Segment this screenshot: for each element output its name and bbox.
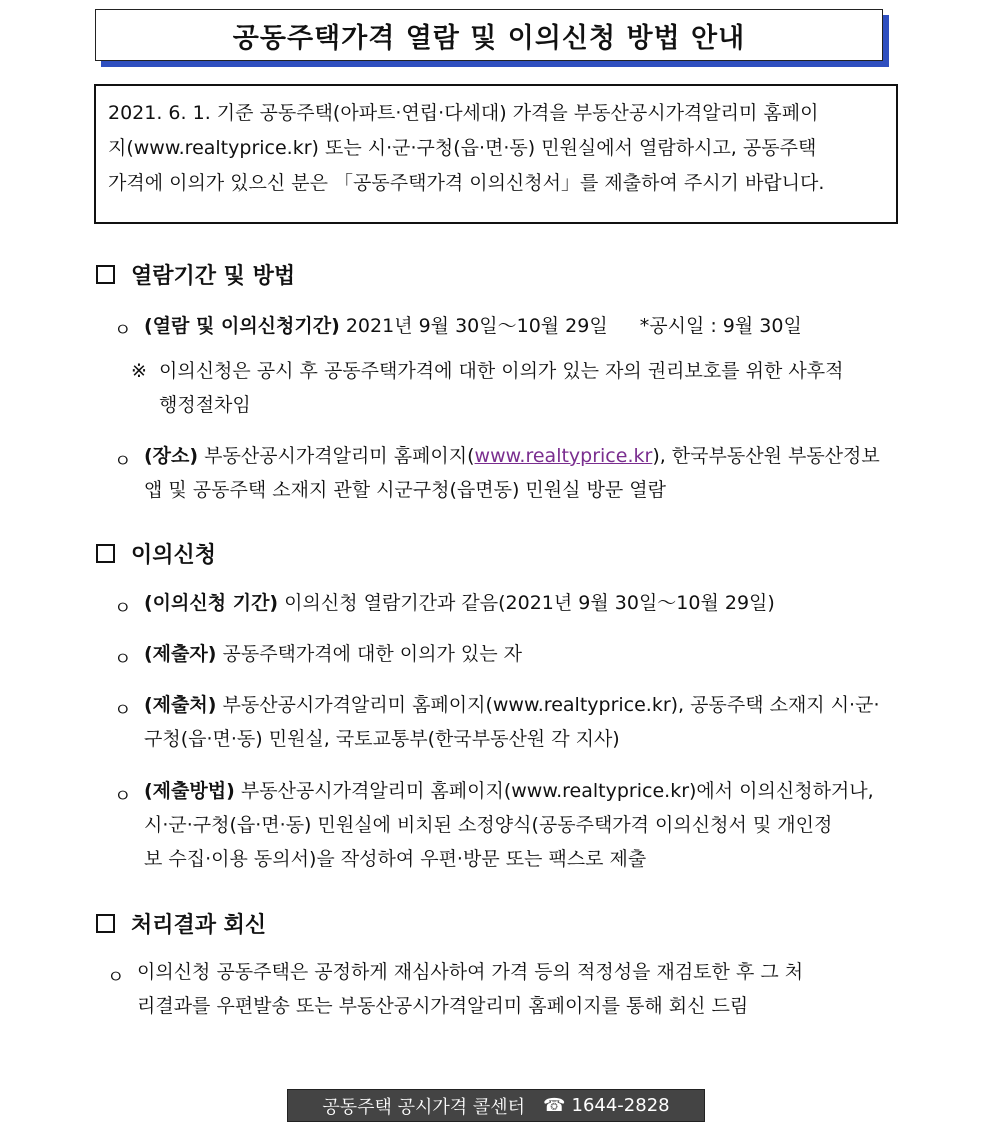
submitter-item [144, 637, 522, 671]
method-item-line-2: 시·군·구청(읍·면·동) 민원실에 비치된 소정양식(공동주택가격 이의신청서 및 개인정 [144, 814, 833, 836]
bullet-icon: ㅇ [114, 598, 132, 619]
callcenter-label: 공동주택 공시가격 콜센터 [322, 1096, 526, 1118]
title-banner [95, 9, 891, 68]
page-title: 공동주택가격 열람 및 이의신청 방법 안내 [95, 9, 883, 61]
method-item-line-3: 보 수집·이용 동의서)을 작성하여 우편·방문 또는 팩스로 제출 [144, 848, 647, 870]
checkbox-square-icon [96, 914, 115, 933]
submitter-label: (제출자) [144, 643, 217, 665]
checkbox-square-icon [96, 544, 115, 563]
section-objection [96, 538, 216, 569]
phone-icon: ☎ [543, 1095, 566, 1116]
notice-line-3: 가격에 이의가 있으신 분은 「공동주택가격 이의신청서」를 제출하여 주시기 바랍니다. [108, 172, 825, 194]
section-heading-viewing: 열람기간 및 방법 [131, 264, 296, 289]
method-label: (제출방법) [144, 780, 235, 802]
checkbox-square-icon [96, 265, 115, 284]
result-line-2: 리결과를 우편발송 또는 부동산공시가격알리미 홈페이지를 통해 회신 드림 [137, 995, 749, 1017]
place-item-line-2: 앱 및 공동주택 소재지 관할 시군구청(읍면동) 민원실 방문 열람 [144, 479, 666, 501]
bullet-icon: ㅇ [114, 786, 132, 807]
place-label: (장소) [144, 445, 199, 467]
objection-period-label: (이의신청 기간) [144, 592, 279, 614]
bullet-icon: ㅇ [114, 320, 132, 341]
note-mark: ※ [131, 360, 147, 382]
bullet-icon: ㅇ [114, 451, 132, 472]
notice-box [94, 84, 898, 224]
note-line-1: 이의신청은 공시 후 공동주택가격에 대한 이의가 있는 자의 권리보호를 위한 사후적 [159, 360, 844, 382]
announce-date-text: *공시일 : 9월 30일 [639, 315, 802, 337]
method-item-line-1 [144, 774, 874, 808]
section-result [96, 908, 266, 939]
where-text-1: 부동산공시가격알리미 홈페이지(www.realtyprice.kr), 공동주택 소재지 시·군· [222, 694, 880, 716]
section-viewing [96, 259, 295, 290]
bullet-icon: ㅇ [114, 700, 132, 721]
viewing-period-item [144, 309, 802, 343]
notice-line-2: 지(www.realtyprice.kr) 또는 시·군·구청(읍·면·동) 민원실에서 열람하시고, 공동주택 [108, 137, 817, 159]
where-item-line-2: 구청(읍·면·동) 민원실, 국토교통부(한국부동산원 각 지사) [144, 728, 620, 750]
viewing-period-label: (열람 및 이의신청기간) [144, 315, 340, 337]
place-text-1: 부동산공시가격알리미 홈페이지( [204, 445, 475, 467]
notice-line-1: 2021. 6. 1. 기준 공동주택(아파트·연립·다세대) 가격을 부동산공시가격알리미 홈페이 [108, 102, 819, 124]
viewing-period-text: 2021년 9월 30일～10월 29일 [345, 315, 608, 337]
objection-period-text: 이의신청 열람기간과 같음(2021년 9월 30일～10월 29일) [284, 592, 775, 614]
where-item-line-1 [144, 688, 879, 722]
bullet-icon: ㅇ [107, 967, 125, 988]
realtyprice-link[interactable]: www.realtyprice.kr [474, 445, 653, 467]
bullet-icon: ㅇ [114, 649, 132, 670]
result-line-1: 이의신청 공동주택은 공정하게 재심사하여 가격 등의 적정성을 재검토한 후 그 처 [137, 961, 804, 983]
place-text-2: ), 한국부동산원 부동산정보 [652, 445, 880, 467]
callcenter-phone: 1644-2828 [571, 1095, 670, 1116]
section-heading-objection: 이의신청 [131, 543, 217, 568]
submitter-text: 공동주택가격에 대한 이의가 있는 자 [222, 643, 522, 665]
where-label: (제출처) [144, 694, 217, 716]
note-line-2: 행정절차임 [159, 394, 251, 416]
callcenter-footer [287, 1089, 705, 1122]
objection-period-item [144, 586, 775, 620]
place-item-line-1 [144, 439, 880, 473]
method-text-1: 부동산공시가격알리미 홈페이지(www.realtyprice.kr)에서 이의신청하거나, [240, 780, 874, 802]
section-heading-result: 처리결과 회신 [131, 913, 267, 938]
